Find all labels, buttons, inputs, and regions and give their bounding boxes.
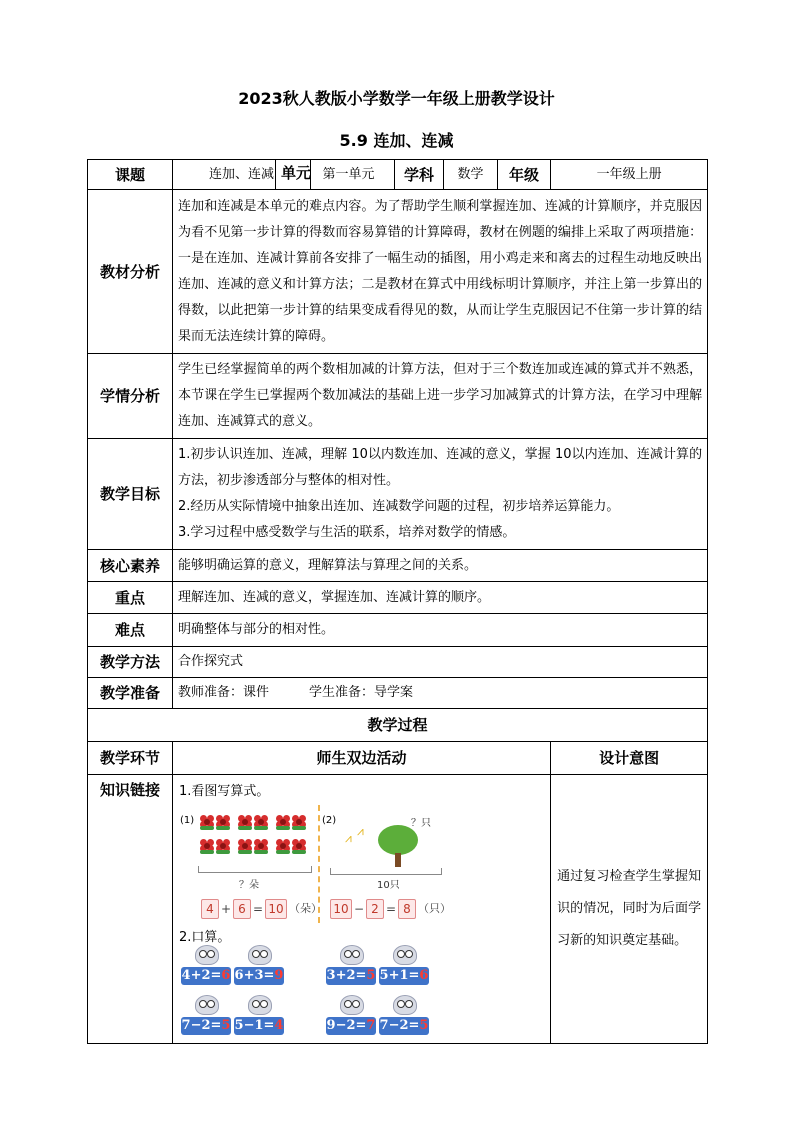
col-activity: 师生双边活动 <box>173 742 551 775</box>
goal-2: 2.经历从实际情境中抽象出连加、连减数学问题的过程，初步培养运算能力。 <box>178 499 620 514</box>
oral-answer: 6 <box>419 968 429 983</box>
grade-label: 年级 <box>498 160 551 190</box>
oral-calc-card <box>326 1017 376 1035</box>
textbook-analysis-label: 教材分析 <box>88 190 173 354</box>
figure-2-question: ？只 <box>411 818 431 829</box>
col-stage: 教学环节 <box>88 742 173 775</box>
flower-icon <box>254 815 268 829</box>
bird-icon: ⩘ <box>357 824 364 838</box>
owl-icon <box>338 995 364 1019</box>
textbook-analysis-text: 连加和连减是本单元的难点内容。为了帮助学生顺利掌握连加、连减的计算顺序，并克服因为看不见第一步计算的得数而容易算错的计算障碍，教材在例题的编排上采取了两项措施：一是在连加、连减计算前各安排了一幅生动的插图，用小鸡走来和离去的过程生动地反映出连加、连减的意义和计算方法；二是教材在算式中用线标明计算顺序，并注上第一步算出的得数，以此把第一步计算的结果变成看得见的数，从而让学生克服因记不住第一步计算的结果而无法连续计算的障碍。 <box>173 190 708 354</box>
teaching-prep-text <box>173 678 708 709</box>
oral-answer: 7 <box>366 1018 376 1033</box>
oral-question: 7−2= <box>181 1018 222 1033</box>
subject-value: 数学 <box>444 160 498 190</box>
student-analysis-row <box>88 354 708 439</box>
goal-3: 3.学习过程中感受数学与生活的联系，培养对数学的情感。 <box>178 525 516 540</box>
oral-answer: 6 <box>221 968 231 983</box>
tree-icon <box>378 825 418 855</box>
topic-value: 连加、连减 单元 <box>173 160 311 190</box>
owl-icon <box>391 995 417 1019</box>
owl-icon <box>391 945 417 969</box>
eq2-operator: − <box>354 902 365 916</box>
oral-question: 5+1= <box>379 968 420 983</box>
oral-calc-card <box>326 967 376 985</box>
owl-icon <box>338 945 364 969</box>
oral-calc-card <box>181 1017 231 1035</box>
eq2-box: 2 <box>366 899 384 919</box>
core-literacy-row <box>88 550 708 582</box>
owl-icon <box>193 945 219 969</box>
flower-icon <box>292 815 306 829</box>
knowledge-link-label: 知识链接 <box>88 775 173 1044</box>
key-points-label: 重点 <box>88 582 173 614</box>
subject-label: 学科 <box>395 160 444 190</box>
oral-calc-card <box>234 967 284 985</box>
document-subtitle: 5.9 连加、连减 <box>339 131 454 150</box>
student-analysis-label: 学情分析 <box>88 354 173 439</box>
oral-answer: 5 <box>221 1018 231 1033</box>
flower-icon <box>200 815 214 829</box>
goal-1: 1.初步认识连加、连减，理解 10以内数连加、连减的意义，掌握 10以内连加、连减计算的方法，初步渗透部分与整体的相对性。 <box>178 447 703 488</box>
owl-icon <box>246 995 272 1019</box>
oral-calculation-grid <box>178 945 478 1045</box>
figure-1-caption: ？朵 <box>239 880 259 891</box>
teaching-prep-row <box>88 678 708 709</box>
flower-icon <box>216 815 230 829</box>
eq1-box: 4 <box>201 899 219 919</box>
core-literacy-text: 能够明确运算的意义，理解算法与算理之间的关系。 <box>173 550 708 582</box>
eq1-box: 6 <box>233 899 251 919</box>
oral-question: 7−2= <box>379 1018 420 1033</box>
flower-icon <box>238 815 252 829</box>
teacher-prep: 教师准备：课件 <box>178 685 270 700</box>
grade-value: 一年级上册 <box>551 160 708 190</box>
eq1-unit: （朵） <box>289 902 322 915</box>
bird-icon: ⩘ <box>345 831 352 845</box>
difficulty-row <box>88 614 708 647</box>
teaching-method-label: 教学方法 <box>88 647 173 678</box>
unit-value: 第一单元 <box>319 160 395 190</box>
process-heading-row <box>88 709 708 742</box>
figure-2-caption: 10只 <box>377 880 400 891</box>
eq2-unit: （只） <box>418 902 451 915</box>
oral-answer: 5 <box>419 1018 429 1033</box>
oral-calc-card <box>234 1017 284 1035</box>
figure-1-label: (1) <box>180 815 195 826</box>
textbook-analysis-row <box>88 190 708 354</box>
oral-calc-card <box>379 1017 429 1035</box>
flower-icon <box>200 839 214 853</box>
oral-answer: 5 <box>366 968 376 983</box>
core-literacy-label: 核心素养 <box>88 550 173 582</box>
flower-icon <box>276 815 290 829</box>
unit-label: 单元 <box>281 164 312 182</box>
lesson-plan-table <box>87 159 708 1044</box>
knowledge-link-activity <box>173 775 551 1044</box>
flower-icon <box>216 839 230 853</box>
document-title: 2023秋人教版小学数学一年级上册教学设计 <box>238 89 555 108</box>
difficulty-label: 难点 <box>88 614 173 647</box>
flower-picture <box>200 815 310 863</box>
teaching-goals-row <box>88 439 708 550</box>
eq2-box: 10 <box>330 899 352 919</box>
eq1-operator: = <box>253 902 264 916</box>
eq1-box: 10 <box>265 899 287 919</box>
owl-icon <box>193 995 219 1019</box>
flower-icon <box>254 839 268 853</box>
oral-answer: 4 <box>274 1018 284 1033</box>
student-analysis-text: 学生已经掌握简单的两个数相加减的计算方法，但对于三个数连加或连减的算式并不熟悉，本节课在学生已掌握两个数加减法的基础上进一步学习加减算式的计算方法，在学习中理解连加、连减算式的意义。 <box>173 354 708 439</box>
topic-label: 课题 <box>88 160 173 190</box>
activity-content <box>178 775 545 1043</box>
owl-icon <box>246 945 272 969</box>
oral-calc-card <box>181 967 231 985</box>
teaching-process-heading: 教学过程 <box>88 709 708 742</box>
eq1-operator: + <box>221 902 232 916</box>
teaching-method-text: 合作探究式 <box>173 647 708 678</box>
eq2-operator: = <box>386 902 397 916</box>
item-2-text: 2.口算。 <box>179 930 231 945</box>
info-row <box>88 160 708 190</box>
knowledge-link-row <box>88 775 708 1044</box>
oral-answer: 9 <box>274 968 284 983</box>
key-points-text: 理解连加、连减的意义，掌握连加、连减计算的顺序。 <box>173 582 708 614</box>
figure-2-equation <box>330 899 460 919</box>
col-intent: 设计意图 <box>551 742 708 775</box>
figure-1-equation <box>201 899 331 919</box>
key-points-row <box>88 582 708 614</box>
item-1-text: 1.看图写算式。 <box>179 784 270 799</box>
teaching-method-row <box>88 647 708 678</box>
oral-question: 5−1= <box>234 1018 275 1033</box>
student-prep: 学生准备：导学案 <box>309 685 414 700</box>
oral-calc-card <box>379 967 429 985</box>
flower-icon <box>238 839 252 853</box>
oral-question: 9−2= <box>326 1018 367 1033</box>
figure-divider <box>318 805 320 923</box>
design-intent-text: 通过复习检查学生掌握知识的情况，同时为后面学习新的知识奠定基础。 <box>551 775 708 1044</box>
process-columns-row <box>88 742 708 775</box>
flower-icon <box>276 839 290 853</box>
difficulty-text: 明确整体与部分的相对性。 <box>173 614 708 647</box>
oral-question: 3+2= <box>326 968 367 983</box>
teaching-goals-text <box>173 439 708 550</box>
eq2-box: 8 <box>398 899 416 919</box>
tree-trunk <box>395 853 401 867</box>
oral-question: 4+2= <box>181 968 222 983</box>
flower-icon <box>292 839 306 853</box>
total-brace <box>198 866 312 873</box>
oral-question: 6+3= <box>234 968 275 983</box>
figure-2-label: (2) <box>322 815 337 826</box>
teaching-goals-label: 教学目标 <box>88 439 173 550</box>
teaching-prep-label: 教学准备 <box>88 678 173 709</box>
